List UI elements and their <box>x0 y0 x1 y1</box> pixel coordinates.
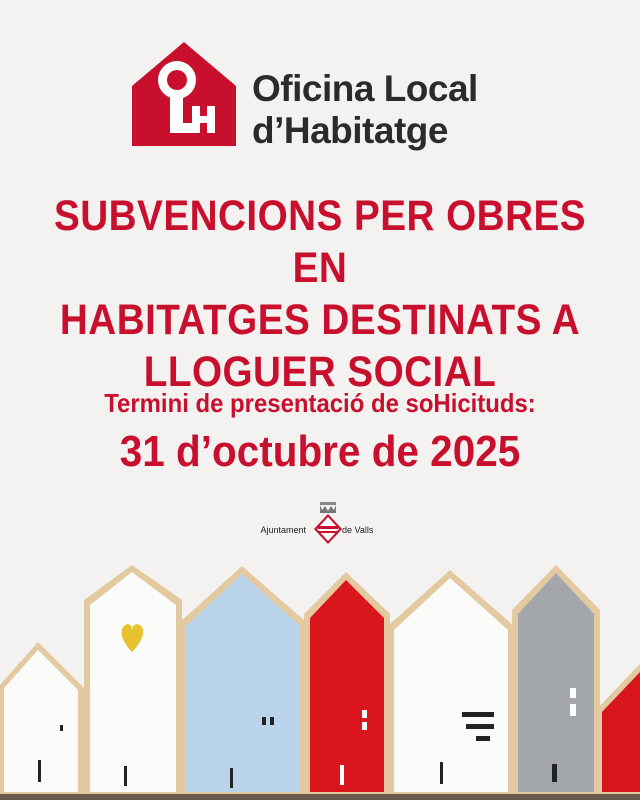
house-key-logo-icon <box>130 40 238 148</box>
deadline-label: Termini de presentació de soHicituds: <box>104 388 536 418</box>
headline-line2: HABITATGES DESTINATS A <box>59 296 581 344</box>
house-white-heart-icon <box>84 565 182 794</box>
headline-line3: LLOGUER SOCIAL <box>143 348 497 396</box>
office-name-line2: d’Habitatge <box>252 110 448 151</box>
wooden-houses-illustration <box>0 560 640 800</box>
house-blue-icon <box>180 566 306 794</box>
ajuntament-place: de Valls <box>342 525 374 535</box>
ajuntament-logo <box>250 500 390 550</box>
house-red-partial-icon <box>596 664 640 794</box>
ajuntament-label: Ajuntament <box>260 525 306 535</box>
house-white-wide-icon <box>388 570 514 794</box>
headline-line1: SUBVENCIONS PER OBRES EN <box>53 192 586 292</box>
headline <box>50 190 590 398</box>
house-grey-icon <box>512 565 600 794</box>
house-red-icon <box>304 572 390 794</box>
house-white-small-icon <box>0 642 84 794</box>
office-logo <box>130 40 510 155</box>
coat-of-arms-icon <box>312 500 344 548</box>
deadline-date: 31 d’octubre de 2025 <box>119 427 521 476</box>
office-name-line1: Oficina Local <box>252 68 478 109</box>
office-name <box>252 68 478 152</box>
